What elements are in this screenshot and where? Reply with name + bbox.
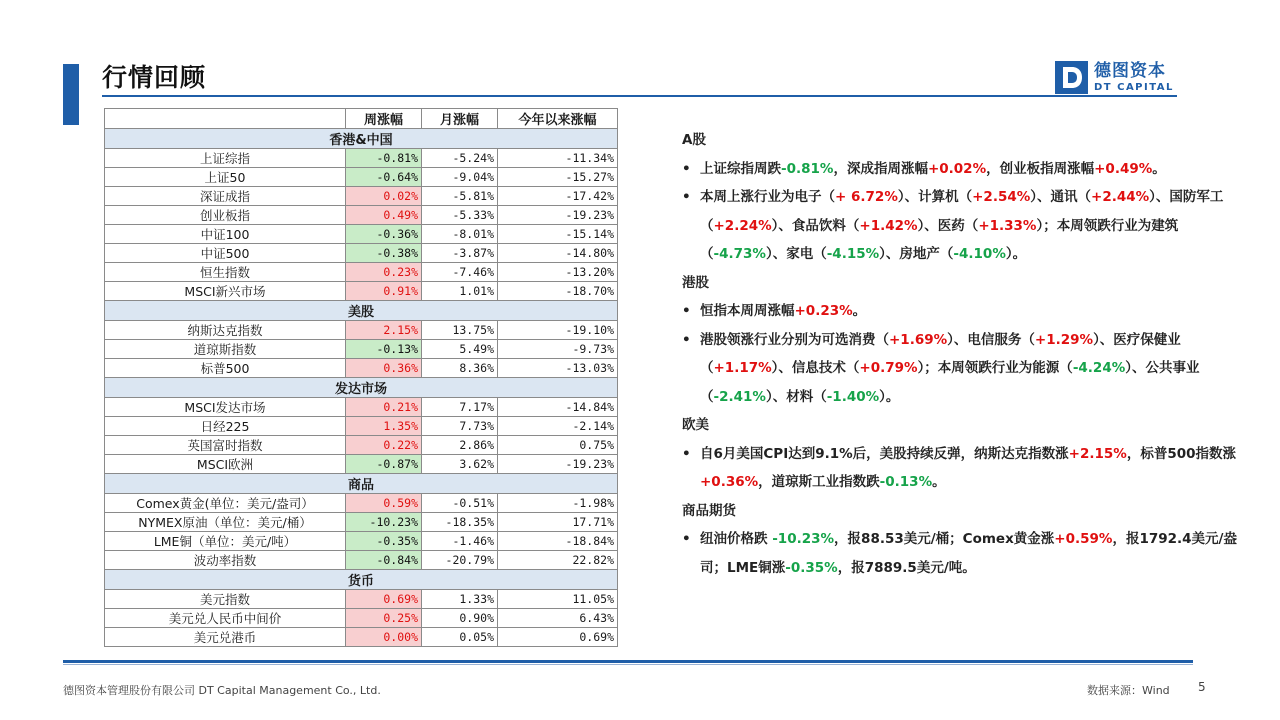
month-change-cell: -5.24% xyxy=(422,149,498,168)
commentary-heading: 港股 xyxy=(682,274,709,291)
index-name-cell: 美元兑人民币中间价 xyxy=(105,609,346,628)
commentary-text: ）、信息技术（ xyxy=(771,360,860,376)
ytd-change-cell: 6.43% xyxy=(498,609,618,628)
loss-value: -10.23% xyxy=(772,531,835,547)
section-row xyxy=(105,570,618,590)
logo-chinese-name: 德图资本 xyxy=(1094,60,1166,81)
index-name-cell: 道琼斯指数 xyxy=(105,340,346,359)
ytd-change-cell: -19.23% xyxy=(498,206,618,225)
commentary-bullet xyxy=(682,525,1242,582)
table-row xyxy=(105,436,618,455)
gain-value: +2.15% xyxy=(1068,445,1127,462)
commentary-text: ）。 xyxy=(879,388,900,405)
commentary-text: ）。 xyxy=(1005,246,1027,262)
commentary-text: 港股领涨行业分别为可选消费（ xyxy=(700,331,889,348)
week-change-cell: 0.00% xyxy=(346,628,422,647)
commentary-text: 本周上涨行业为电子（ xyxy=(700,189,835,205)
table-row xyxy=(105,168,618,187)
ytd-change-cell: -13.20% xyxy=(498,263,618,282)
index-name-cell: 中证500 xyxy=(105,244,346,263)
commentary-text: 纽油价格跌 xyxy=(700,531,773,547)
month-change-cell: 1.01% xyxy=(422,282,498,301)
gain-value: +0.59% xyxy=(1054,531,1113,547)
week-change-cell: 0.49% xyxy=(346,206,422,225)
gain-value: +2.54% xyxy=(972,189,1031,205)
company-logo xyxy=(1055,61,1174,94)
month-change-cell: -18.35% xyxy=(422,513,498,532)
index-name-cell: 中证100 xyxy=(105,225,346,244)
month-change-cell: -3.87% xyxy=(422,244,498,263)
commentary-text: 。 xyxy=(1152,160,1166,177)
commentary-bullet xyxy=(682,155,1242,184)
section-row xyxy=(105,378,618,398)
commentary-text: ，标普500指数涨 xyxy=(1126,445,1237,462)
header-ytd: 今年以来涨幅 xyxy=(498,109,618,129)
commentary-text: ）、国防军工（ xyxy=(700,189,1224,234)
index-name-cell: 美元兑港币 xyxy=(105,628,346,647)
table-row xyxy=(105,282,618,301)
week-change-cell: 2.15% xyxy=(346,321,422,340)
commentary-text: 上证综指周跌 xyxy=(700,160,781,177)
page-number: 5 xyxy=(1198,680,1206,694)
month-change-cell: -5.33% xyxy=(422,206,498,225)
gain-value: +1.29% xyxy=(1034,331,1094,348)
section-row xyxy=(105,129,618,149)
footer-data-source: 数据来源：Wind xyxy=(1087,684,1170,697)
ytd-change-cell: -1.98% xyxy=(498,494,618,513)
commentary-text: ，报7889.5美元/吨。 xyxy=(837,559,976,576)
ytd-change-cell: -11.34% xyxy=(498,149,618,168)
gain-value: +2.44% xyxy=(1091,189,1150,205)
month-change-cell: 7.73% xyxy=(422,417,498,436)
ytd-change-cell: -14.80% xyxy=(498,244,618,263)
month-change-cell: -5.81% xyxy=(422,187,498,206)
loss-value: -0.81% xyxy=(781,160,834,177)
section-row xyxy=(105,474,618,494)
section-label: 发达市场 xyxy=(105,378,618,398)
ytd-change-cell: -13.03% xyxy=(498,359,618,378)
index-name-cell: 标普500 xyxy=(105,359,346,378)
table-row xyxy=(105,590,618,609)
ytd-change-cell: 11.05% xyxy=(498,590,618,609)
ytd-change-cell: 0.75% xyxy=(498,436,618,455)
week-change-cell: 1.35% xyxy=(346,417,422,436)
index-name-cell: 日经225 xyxy=(105,417,346,436)
commentary-text: ，深成指周涨幅 xyxy=(833,160,928,177)
month-change-cell: 1.33% xyxy=(422,590,498,609)
section-label: 香港&中国 xyxy=(105,129,618,149)
index-name-cell: 上证综指 xyxy=(105,149,346,168)
week-change-cell: 0.22% xyxy=(346,436,422,455)
month-change-cell: 8.36% xyxy=(422,359,498,378)
commentary-text: 。 xyxy=(932,474,946,490)
table-row xyxy=(105,244,618,263)
title-divider xyxy=(102,95,1177,97)
week-change-cell: 0.21% xyxy=(346,398,422,417)
header-week: 周涨幅 xyxy=(346,109,422,129)
ytd-change-cell: 22.82% xyxy=(498,551,618,570)
week-change-cell: 0.25% xyxy=(346,609,422,628)
commentary-bullet xyxy=(682,183,1242,269)
table-row xyxy=(105,551,618,570)
loss-value: -4.10% xyxy=(953,246,1006,262)
table-row xyxy=(105,263,618,282)
logo-english-name: DT CAPITAL xyxy=(1094,81,1174,93)
week-change-cell: 0.02% xyxy=(346,187,422,206)
commentary-text: ）、食品饮料（ xyxy=(771,217,860,234)
header-name xyxy=(105,109,346,129)
month-change-cell: 3.62% xyxy=(422,455,498,474)
week-change-cell: -0.13% xyxy=(346,340,422,359)
page-title: 行情回顾 xyxy=(102,63,207,92)
index-name-cell: 英国富时指数 xyxy=(105,436,346,455)
ytd-change-cell: -19.10% xyxy=(498,321,618,340)
gain-value: +0.49% xyxy=(1094,160,1153,177)
month-change-cell: 2.86% xyxy=(422,436,498,455)
ytd-change-cell: -18.70% xyxy=(498,282,618,301)
month-change-cell: -8.01% xyxy=(422,225,498,244)
table-row xyxy=(105,359,618,378)
ytd-change-cell: -15.14% xyxy=(498,225,618,244)
section-row xyxy=(105,301,618,321)
commentary-text: ）、通讯（ xyxy=(1030,189,1092,205)
month-change-cell: 13.75% xyxy=(422,321,498,340)
market-quotes-table xyxy=(104,108,618,647)
commentary-text: ）、公共事业（ xyxy=(700,360,1200,405)
index-name-cell: MSCI发达市场 xyxy=(105,398,346,417)
week-change-cell: 0.59% xyxy=(346,494,422,513)
commentary-text: ，报1792.4美元/盎司；LME铜涨 xyxy=(700,531,1237,576)
loss-value: -4.73% xyxy=(713,246,766,262)
commentary-text: ）、电信服务（ xyxy=(947,331,1035,348)
commentary-text: ）；本周领跌行业为能源（ xyxy=(917,360,1073,376)
week-change-cell: -0.87% xyxy=(346,455,422,474)
commentary-text: ，报88.53美元/桶；Comex黄金涨 xyxy=(834,531,1055,547)
index-name-cell: 波动率指数 xyxy=(105,551,346,570)
commentary-text: ）、医疗保健业（ xyxy=(700,331,1181,376)
loss-value: -1.40% xyxy=(826,388,880,405)
section-label: 商品 xyxy=(105,474,618,494)
gain-value: +1.69% xyxy=(889,331,948,348)
index-name-cell: NYMEX原油（单位：美元/桶） xyxy=(105,513,346,532)
commentary-bullet xyxy=(682,326,1242,412)
month-change-cell: -20.79% xyxy=(422,551,498,570)
commentary-bullet xyxy=(682,440,1242,497)
loss-value: -0.35% xyxy=(785,559,838,576)
loss-value: -4.15% xyxy=(826,246,880,262)
table-row xyxy=(105,206,618,225)
market-commentary xyxy=(682,126,1242,582)
commentary-text: ，创业板指周涨幅 xyxy=(986,160,1095,177)
week-change-cell: 0.91% xyxy=(346,282,422,301)
commentary-heading: A股 xyxy=(682,132,706,148)
week-change-cell: -0.64% xyxy=(346,168,422,187)
index-name-cell: 纳斯达克指数 xyxy=(105,321,346,340)
table-row xyxy=(105,417,618,436)
ytd-change-cell: -17.42% xyxy=(498,187,618,206)
ytd-change-cell: -14.84% xyxy=(498,398,618,417)
commentary-text: ，道琼斯工业指数跌 xyxy=(758,474,880,490)
month-change-cell: -0.51% xyxy=(422,494,498,513)
ytd-change-cell: -15.27% xyxy=(498,168,618,187)
ytd-change-cell: 0.69% xyxy=(498,628,618,647)
table-row xyxy=(105,494,618,513)
gain-value: +1.17% xyxy=(713,360,772,376)
index-name-cell: Comex黄金(单位：美元/盎司） xyxy=(105,494,346,513)
table-row xyxy=(105,513,618,532)
footer-divider-thin xyxy=(63,664,1193,665)
table-row xyxy=(105,455,618,474)
gain-value: +1.42% xyxy=(859,217,918,234)
week-change-cell: 0.69% xyxy=(346,590,422,609)
commentary-text: 。 xyxy=(852,303,867,319)
ytd-change-cell: -2.14% xyxy=(498,417,618,436)
commentary-text: ）；本周领跌行业为建筑（ xyxy=(700,217,1179,262)
gain-value: +0.02% xyxy=(927,160,987,177)
section-label: 美股 xyxy=(105,301,618,321)
table-header-row xyxy=(105,109,618,129)
month-change-cell: 7.17% xyxy=(422,398,498,417)
table-row xyxy=(105,398,618,417)
table-row xyxy=(105,187,618,206)
commentary-text: ）、房地产（ xyxy=(879,246,954,262)
month-change-cell: 0.90% xyxy=(422,609,498,628)
month-change-cell: 5.49% xyxy=(422,340,498,359)
ytd-change-cell: -19.23% xyxy=(498,455,618,474)
commentary-text: ）、医药（ xyxy=(917,217,979,234)
week-change-cell: -10.23% xyxy=(346,513,422,532)
table-row xyxy=(105,321,618,340)
week-change-cell: 0.36% xyxy=(346,359,422,378)
header-month: 月涨幅 xyxy=(422,109,498,129)
index-name-cell: 深证成指 xyxy=(105,187,346,206)
table-row xyxy=(105,225,618,244)
ytd-change-cell: -9.73% xyxy=(498,340,618,359)
commentary-text: ）、材料（ xyxy=(765,388,827,405)
gain-value: +0.36% xyxy=(700,474,759,490)
index-name-cell: MSCI欧洲 xyxy=(105,455,346,474)
index-name-cell: 上证50 xyxy=(105,168,346,187)
dt-logo-icon xyxy=(1055,61,1088,94)
commentary-heading: 欧美 xyxy=(682,417,709,433)
week-change-cell: -0.81% xyxy=(346,149,422,168)
table-row xyxy=(105,149,618,168)
table-row xyxy=(105,628,618,647)
section-label: 货币 xyxy=(105,570,618,590)
table-row xyxy=(105,609,618,628)
table-row xyxy=(105,340,618,359)
commentary-heading: 商品期货 xyxy=(682,502,736,519)
month-change-cell: 0.05% xyxy=(422,628,498,647)
gain-value: +0.23% xyxy=(794,303,853,319)
month-change-cell: -1.46% xyxy=(422,532,498,551)
week-change-cell: -0.35% xyxy=(346,532,422,551)
commentary-text: ）、计算机（ xyxy=(897,189,973,205)
week-change-cell: -0.36% xyxy=(346,225,422,244)
commentary-text: 自6月美国CPI达到9.1%后，美股持续反弹，纳斯达克指数涨 xyxy=(700,445,1069,462)
gain-value: +0.79% xyxy=(859,360,918,376)
commentary-text: 恒指本周周涨幅 xyxy=(700,303,795,319)
index-name-cell: 美元指数 xyxy=(105,590,346,609)
gain-value: + 6.72% xyxy=(835,189,898,205)
index-name-cell: MSCI新兴市场 xyxy=(105,282,346,301)
month-change-cell: -7.46% xyxy=(422,263,498,282)
commentary-bullet xyxy=(682,297,1242,326)
week-change-cell: -0.84% xyxy=(346,551,422,570)
index-name-cell: 恒生指数 xyxy=(105,263,346,282)
footer-divider xyxy=(63,660,1193,663)
loss-value: -0.13% xyxy=(879,474,933,490)
gain-value: +1.33% xyxy=(978,217,1037,234)
loss-value: -4.24% xyxy=(1072,360,1126,376)
month-change-cell: -9.04% xyxy=(422,168,498,187)
week-change-cell: -0.38% xyxy=(346,244,422,263)
ytd-change-cell: -18.84% xyxy=(498,532,618,551)
index-name-cell: 创业板指 xyxy=(105,206,346,225)
table-row xyxy=(105,532,618,551)
week-change-cell: 0.23% xyxy=(346,263,422,282)
loss-value: -2.41% xyxy=(713,388,766,405)
ytd-change-cell: 17.71% xyxy=(498,513,618,532)
commentary-text: ）、家电（ xyxy=(765,246,827,262)
index-name-cell: LME铜（单位：美元/吨） xyxy=(105,532,346,551)
title-accent-bar xyxy=(63,64,79,125)
gain-value: +2.24% xyxy=(713,217,772,234)
footer-company: 德图资本管理股份有限公司 DT Capital Management Co., Ltd. xyxy=(63,684,381,697)
